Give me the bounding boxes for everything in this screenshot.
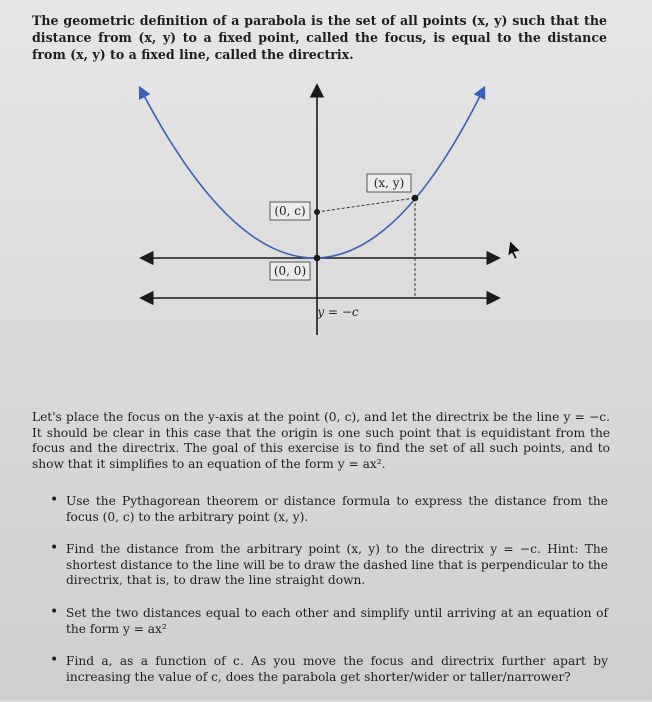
task-item-3: • Set the two distances equal to each other and simplify until arriving at an equation of the form y = ax² bbox=[48, 606, 608, 637]
task-item-1: • Use the Pythagorean theorem or distance formula to express the distance from the focus (0, c) to the arbitrary point (x, y). bbox=[48, 494, 608, 525]
mouse-cursor-icon bbox=[508, 241, 520, 259]
origin-label: (0, 0) bbox=[273, 264, 307, 278]
parabola-curve bbox=[140, 88, 484, 258]
directrix-label: y = −c bbox=[317, 305, 359, 319]
point-xy-dot bbox=[412, 195, 419, 202]
origin-dot bbox=[314, 255, 321, 262]
focus-dot bbox=[314, 209, 320, 215]
point-label: (x, y) bbox=[373, 176, 405, 190]
body-paragraph: Let's place the focus on the y-axis at the point (0, c), and let the directrix be the line y = −c. It should be clear in this case that the origin is one such point that is equidistant from the focus and the directrix. The goal of this exercise is to find the set of all such points, and to show that it simplifies to an equation of the form y = ax². bbox=[32, 410, 610, 471]
task-list bbox=[48, 494, 608, 702]
focus-to-point-dashed-line bbox=[317, 198, 415, 212]
focus-label: (0, c) bbox=[274, 204, 306, 218]
task-item-2: • Find the distance from the arbitrary point (x, y) to the directrix y = −c. Hint: The shortest distance to the line will be to draw the dashed line that is perpendicular to the directrix, that is, to draw the line straight down. bbox=[48, 542, 608, 589]
task-item-4: • Find a, as a function of c. As you move the focus and directrix further apart by increasing the value of c, does the parabola get shorter/wider or taller/narrower? bbox=[48, 654, 608, 685]
intro-paragraph: The geometric definition of a parabola is the set of all points (x, y) such that the distance from (x, y) to a fixed point, called the focus, is equal to the distance from (x, y) to a fixed line, called the directrix. bbox=[32, 13, 607, 62]
